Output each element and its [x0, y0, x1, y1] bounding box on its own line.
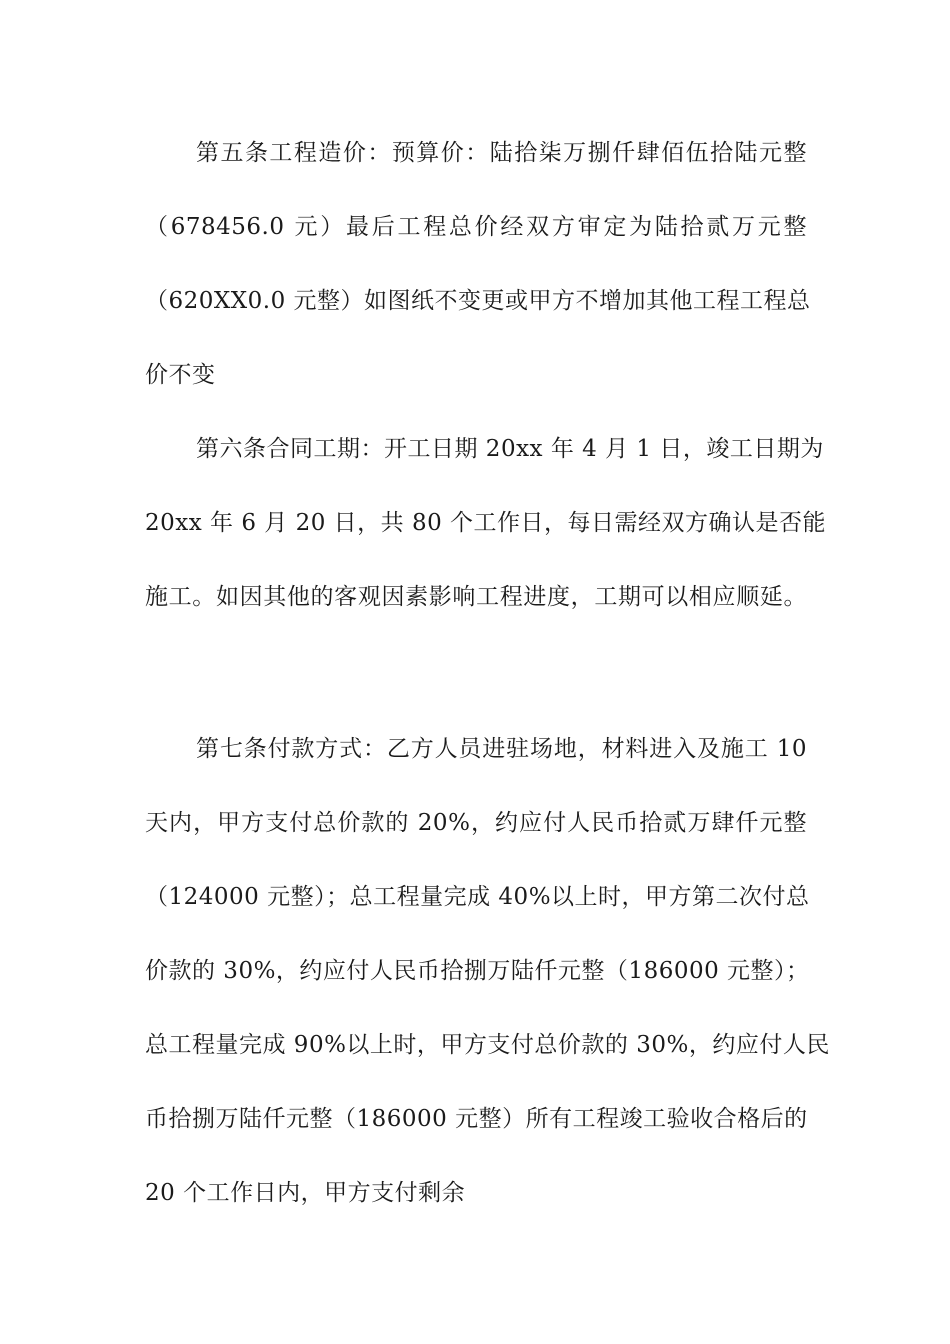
- text-line: 币拾捌万陆仟元整（186000 元整）所有工程竣工验收合格后的: [145, 1106, 808, 1132]
- text-line: （678456.0 元）最后工程总价经双方审定为陆拾贰万元整: [145, 214, 807, 240]
- text-line: （620XX0.0 元整）如图纸不变更或甲方不增加其他工程工程总: [145, 288, 811, 314]
- text-line: （124000 元整）；总工程量完成 40%以上时，甲方第二次付总: [145, 884, 810, 910]
- text-line: 价款的 30%，约应付人民币拾捌万陆仟元整（186000 元整）；: [145, 958, 810, 984]
- text-line: 天内，甲方支付总价款的 20%，约应付人民币拾贰万肆仟元整: [145, 810, 807, 836]
- text-line: 第七条付款方式：乙方人员进驻场地，材料进入及施工 10: [196, 736, 807, 762]
- text-line: 第六条合同工期：开工日期 20xx 年 4 月 1 日，竣工日期为: [196, 436, 824, 462]
- text-line: 20xx 年 6 月 20 日，共 80 个工作日，每日需经双方确认是否能: [145, 510, 827, 536]
- text-line: 价不变: [145, 362, 216, 388]
- text-line: 20 个工作日内，甲方支付剩余: [145, 1180, 466, 1206]
- text-line: 总工程量完成 90%以上时，甲方支付总价款的 30%，约应付人民: [145, 1032, 830, 1058]
- text-line: 第五条工程造价：预算价：陆拾柒万捌仟肆佰伍拾陆元整: [196, 140, 807, 166]
- text-line: 施工。如因其他的客观因素影响工程进度，工期可以相应顺延。: [145, 584, 807, 610]
